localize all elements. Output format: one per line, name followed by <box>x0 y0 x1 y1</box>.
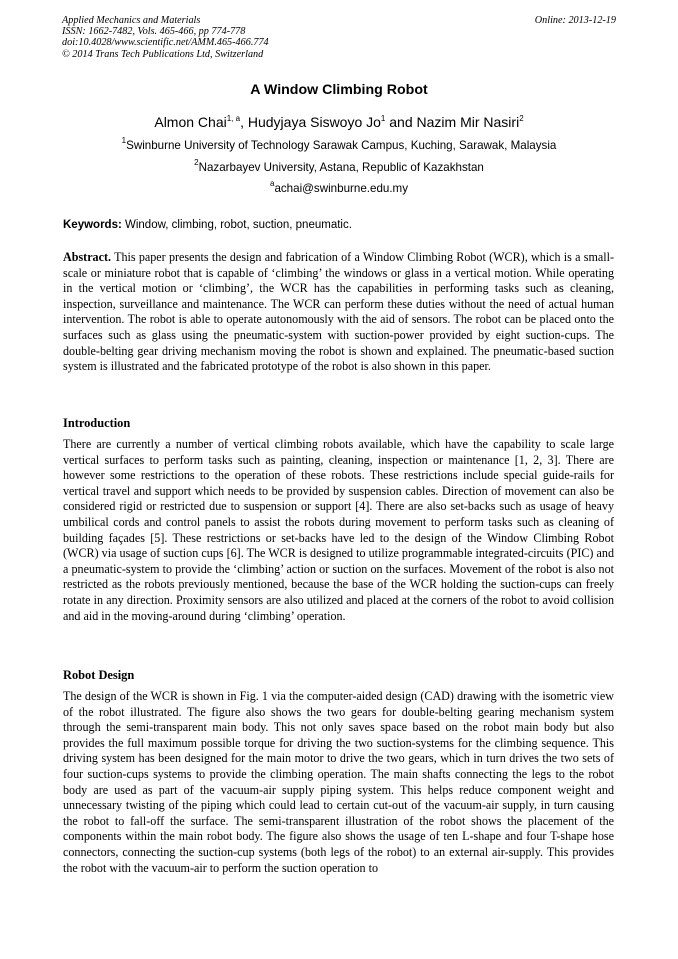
keywords-label: Keywords: <box>63 219 122 231</box>
affiliation-1 <box>0 136 678 152</box>
affiliation-mark: 1 <box>121 136 127 145</box>
author-name: Hudyjaya Siswoyo Jo <box>247 114 381 130</box>
introduction-heading: Introduction <box>63 416 131 430</box>
issn-line: ISSN: 1662-7482, Vols. 465-466, pp 774-778 <box>62 26 246 38</box>
robot-design-heading: Robot Design <box>63 668 135 682</box>
author-name: Nazim Mir Nasiri <box>416 114 520 130</box>
author-affiliation-mark: 1, a <box>226 114 241 123</box>
copyright-line: © 2014 Trans Tech Publications Ltd, Switzerland <box>62 48 264 60</box>
robot-design-text: The design of the WCR is shown in Fig. 1 via the computer-aided design (CAD) drawing with the isometric view of the robot illustrated. The figure also shows the two gears for double-belting gearing mechanism system through the semi-transparent main body. This not only saves space based on the robot main body but also provides the full maximum possible torque for driving the two suction-systems for the climbing sequence. This driving system has been designed for the main motor to drive the two gears, which in turn drives the two sets of four suction-cups systems to provide the climbing operation. The main shafts connecting the legs to the robot body are used as part of the vacuum-air supply piping system. This helps reduce component weight and unnecessary twisting of the piping which could lead to certain cut-out of the vacuum-air supply, in turn causing the robot to fall-off the surface. The semi-transparent illustration of the robot shows the placement of the components within the main robot body. The figure also shows the usage of ten L-shape and four T-shape hose connectors, connecting the suction-cup systems (both legs of the robot) to an external air-supply. This provides the robot with the vacuum-air to perform the suction operation to <box>63 689 614 875</box>
affiliation-2 <box>0 158 678 174</box>
introduction-text: There are currently a number of vertical climbing robots available, which have the capability to scale large vertical surfaces to perform tasks such as painting, cleaning, inspection or maintenance [1, 2, 3]. There are however some restrictions to the operation of these robots. These restrictions include special guide-rails for vertical travel and support which needs to be provided by suspension cables. Direction of movement can also be considered rigid or restricted due to suspension or support [4]. There are also set-backs such as usage of heavy umbilical cords and control panels to assist the robots during movement to perform tasks such as cleaning of building façades [5]. These restrictions or set-backs have led to the design of the Window Climbing Robot (WCR) via usage of suction cups [6]. The WCR is designed to utilize programmable integrated-circuits (PIC) and a pneumatic-system to provide the ‘climbing’ action or suction on the surfaces. Movement of the robot is also not restricted as the robots previously mentioned, because the base of the WCR holding the suction-cups can freely rotate in any direction. Proximity sensors are also utilized and placed at the corners of the robot to avoid collision and aid in the moving-around during ‘climbing’ operation. <box>63 437 614 623</box>
abstract-label: Abstract. <box>63 250 112 264</box>
journal-header <box>62 15 616 60</box>
journal-name: Applied Mechanics and Materials <box>62 15 201 26</box>
doi-line: doi:10.4028/www.scientific.net/AMM.465-466.774 <box>62 37 269 49</box>
author-affiliation-mark: 1 <box>380 114 386 123</box>
author-name: Almon Chai <box>154 114 227 130</box>
keywords-text: Window, climbing, robot, suction, pneumatic. <box>125 219 352 231</box>
abstract-text: This paper presents the design and fabrication of a Window Climbing Robot (WCR), which is a small-scale or miniature robot that is capable of ‘climbing’ the windows or glass in a vertical motion. While operating in the vertical motion or ‘climbing’, the WCR has the capabilities in performing tasks such as cleaning, inspection, surveillance and maintenance. The WCR can perform these duties without the need of actual human intervention. The robot is able to operate autonomously with the aid of sensors. The robot can be placed onto the surfaces such as glass using the pneumatic-system with suction-power provided by eight suction-cups. The double-belting gear driving mechanism moving the robot is shown and explained. The pneumatic-based suction system is illustrated and the fabricated prototype of the robot is also shown in this paper. <box>63 250 614 374</box>
affiliation-text: Swinburne University of Technology Sarawak Campus, Kuching, Sarawak, Malaysia <box>126 139 557 152</box>
abstract <box>63 250 614 375</box>
keywords <box>63 219 352 231</box>
affiliation-text: Nazarbayev University, Astana, Republic of Kazakhstan <box>198 161 484 174</box>
affiliation-mark: 2 <box>194 158 199 167</box>
email-mark: a <box>269 179 275 188</box>
online-date: Online: 2013-12-19 <box>534 15 616 26</box>
author-email <box>0 179 678 195</box>
paper-title: A Window Climbing Robot <box>250 82 428 98</box>
email-text: achai@swinburne.edu.my <box>274 182 409 195</box>
author-list: Almon Chai$^{1, a}$, Hudyjaya Siswoyo Jo$^1$ and Nazim Mir Nasiri$^2$ <box>154 114 524 130</box>
author-affiliation-mark: 2 <box>519 114 524 123</box>
